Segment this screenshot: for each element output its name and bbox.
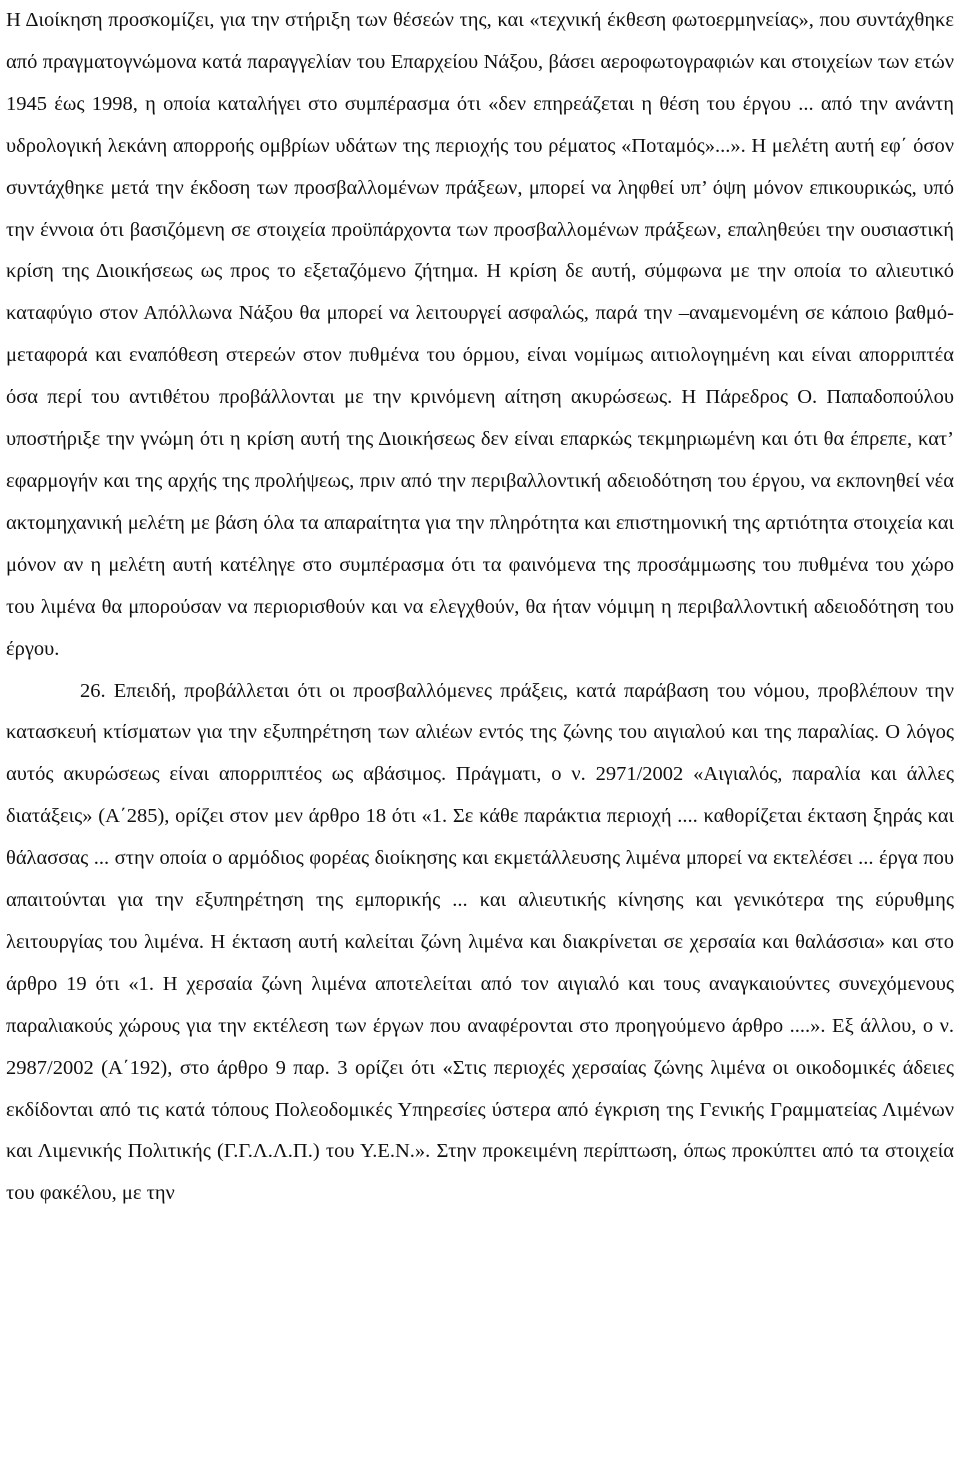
paragraph-26: 26. Επειδή, προβάλλεται ότι οι προσβαλλόμενες πράξεις, κατά παράβαση του νόμου, προβλέπουν την κατασκευή κτίσματων για την εξυπηρέτηση των αλιέων εντός της ζώνης του αιγιαλού και της παραλίας. Ο λόγος αυτός ακυρώσεως είναι απορριπτέος ως αβάσιμος. Πράγματι, ο ν. 2971/2002 «Αιγιαλός, παραλία και άλλες διατάξεις» (Α΄285), ορίζει στον μεν άρθρο 18 ότι «1. Σε κάθε παράκτια περιοχή .... καθορίζεται έκταση ξηράς και θάλασσας ... στην οποία ο αρμόδιος φορέας διοίκησης και εκμετάλλευσης λιμένα μπορεί να εκτελέσει ... έργα που απαιτούνται για την εξυπηρέτηση της εμπορικής ... και αλιευτικής κίνησης και γενικότερα της εύρυθμης λειτουργίας του λιμένα. Η έκταση αυτή καλείται ζώνη λιμένα και διακρίνεται σε χερσαία και θαλάσσια» και στο άρθρο 19 ότι «1. Η χερσαία ζώνη λιμένα αποτελείται από τον αιγιαλό και τους αναγκαιούντες συνεχόμενους παραλιακούς χώρους για την εκτέλεση των έργων που αναφέρονται στο προηγούμενο άρθρο ....». Εξ άλλου, ο ν. 2987/2002 (Α΄192), στο άρθρο 9 παρ. 3 ορίζει ότι «Στις περιοχές χερσαίας ζώνης λιμένα οι οικοδομικές άδειες εκδίδονται από τις κατά τόπους Πολεοδομικές Υπηρεσίες ύστερα από έγκριση της Γενικής Γραμματείας Λιμένων και Λιμενικής Πολιτικής (Γ.Γ.Λ.Λ.Π.) του Υ.Ε.Ν.». Στην προκειμένη περίπτωση, όπως προκύπτει από τα στοιχεία του φακέλου, με την xyxy=(6,679,954,1205)
document-page xyxy=(6,0,954,1215)
paragraph-administration-study: Η Διοίκηση προσκομίζει, για την στήριξη των θέσεών της, και «τεχνική έκθεση φωτοερμηνείας», που συντάχθηκε από πραγματογνώμονα κατά παραγγελίαν του Επαρχείου Νάξου, βάσει αεροφωτογραφιών και στοιχείων των ετών 1945 έως 1998, η οποία καταλήγει στο συμπέρασμα ότι «δεν επηρεάζεται η θέση του έργου ... από την ανάντη υδρολογική λεκάνη απορροής ομβρίων υδάτων της περιοχής του ρέματος «Ποταμός»...». Η μελέτη αυτή εφ΄ όσον συντάχθηκε μετά την έκδοση των προσβαλλομένων πράξεων, μπορεί να ληφθεί υπ’ όψη μόνον επικουρικώς, υπό την έννοια ότι βασιζόμενη σε στοιχεία προϋπάρχοντα των προσβαλλομένων πράξεων, επαληθεύει την ουσιαστική κρίση της Διοικήσεως ως προς το εξεταζόμενο ζήτημα. Η κρίση δε αυτή, σύμφωνα με την οποία το αλιευτικό καταφύγιο στον Απόλλωνα Νάξου θα μπορεί να λειτουργεί ασφαλώς, παρά την –αναμενομένη σε κάποιο βαθμό- μεταφορά και εναπόθεση στερεών στον πυθμένα του όρμου, είναι νομίμως αιτιολογημένη και είναι απορριπτέα όσα περί του αντιθέτου προβάλλονται με την κρινόμενη αίτηση ακυρώσεως. Η Πάρεδρος Ο. Παπαδοπούλου υποστήριξε την γνώμη ότι η κρίση αυτή της Διοικήσεως δεν είναι επαρκώς τεκμηριωμένη και ότι θα έπρεπε, κατ’ εφαρμογήν και της αρχής της προλήψεως, πριν από την περιβαλλοντική αδειοδότηση του έργου, να εκπονηθεί νέα ακτομηχανική μελέτη με βάση όλα τα απαραίτητα για την πληρότητα και επιστημονική της αρτιότητα στοιχεία και μόνον αν η μελέτη αυτή κατέληγε στο συμπέρασμα ότι τα φαινόμενα της προσάμμωσης του πυθμένα του χώρο του λιμένα θα μπορούσαν να περιορισθούν και να ελεγχθούν, θα ήταν νόμιμη η περιβαλλοντική αδειοδότηση του έργου. xyxy=(6,9,954,660)
